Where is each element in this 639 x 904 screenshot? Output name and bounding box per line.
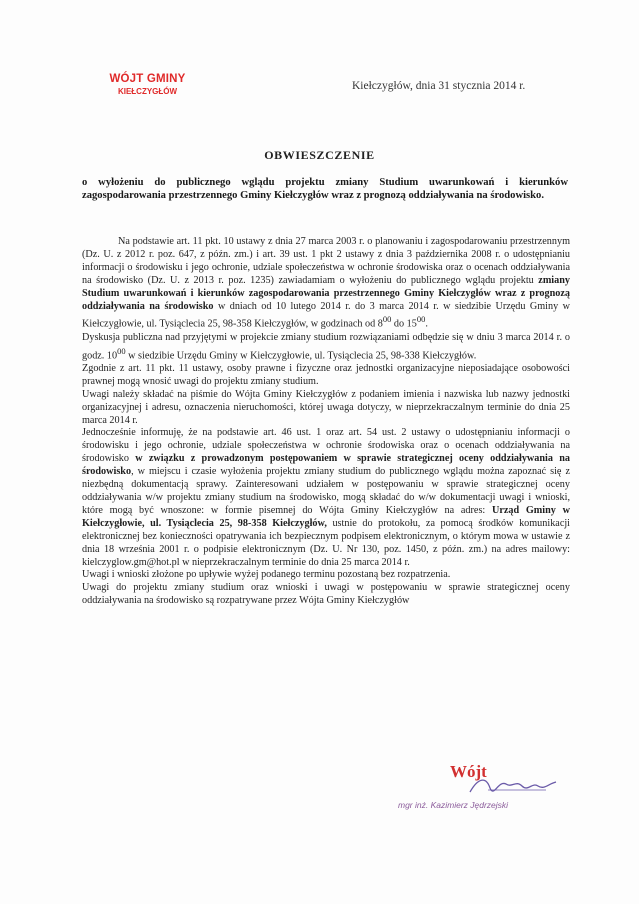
document-body — [82, 236, 570, 608]
paragraph-5-text-a: Jednocześnie informuję, że na podstawie art. 46 ust. 1 oraz art. 54 ust. 2 ustawy o udostępnianiu informacji o środowisku i jego ochronie, udziale społeczeństwa w ochronie środowiska oraz o ocenach oddziaływania na środowisko — [82, 427, 570, 465]
handwritten-signature — [468, 770, 558, 800]
signature-title: Wójt — [450, 762, 487, 781]
paragraph-1-text-c: do 15 — [391, 318, 417, 330]
paragraph-1-text-a: Na podstawie art. 11 pkt. 10 ustawy z dnia 27 marca 2003 r. o planowaniu i zagospodarowaniu przestrzennym (Dz. U. z 2012 r. poz. 647, z późn. zm.) i art. 39 ust. 1 pkt 2 ustawy z dnia 3 października 2008 r. o udostępnianiu informacji o środowisku i jego ochronie, udziale społeczeństwa w ochronie środowiska oraz o ocenach oddziaływania na środowisko (Dz. U. z 2013 r. poz. 1235) zawiadamiam o wyłożeniu do publicznego wglądu projektu — [82, 236, 570, 286]
paragraph-2-text-a: Dyskusja publiczna nad przyjętymi w projekcie zmiany studium rozwiązaniami odbędzie się w dniu 3 marca 2014 r. o godz. 10 — [82, 331, 570, 362]
paragraph-1-sup-1: 00 — [382, 314, 392, 325]
document-title: OBWIESZCZENIE — [264, 148, 375, 162]
paragraph-4: Uwagi należy składać na piśmie do Wójta Gminy Kiełczygłów z podaniem imienia i nazwiska lub nazwy jednostki organizacyjnej i adresu, oznaczenia nieruchomości, której uwaga dotyczy, w nieprzekraczalnym terminie do dnia 25 marca 2014 r. — [82, 388, 570, 426]
paragraph-1 — [82, 236, 570, 332]
office-stamp — [90, 73, 205, 96]
paragraph-2-text-b: w siedzibie Urzędu Gminy w Kiełczygłowie, ul. Tysiąclecia 25, 98-338 Kiełczygłów. — [125, 350, 477, 362]
place-date: Kiełczygłów, dnia 31 stycznia 2014 r. — [352, 80, 526, 92]
paragraph-6: Uwagi i wnioski złożone po upływie wyżej podanego terminu pozostaną bez rozpatrzenia. — [82, 569, 451, 581]
signature-name: mgr inż. Kazimierz Jędrzejski — [398, 800, 509, 810]
paragraph-1-sup-2: 00 — [416, 314, 426, 325]
paragraph-5 — [82, 427, 570, 569]
paragraph-1-text-b: w dniach od 10 lutego 2014 r. do 3 marca 2014 r. w siedzibie Urzędu Gminy w Kiełczygłowie, ul. Tysiąclecia 25, 98-358 Kiełczygłów, w godzinach od 8 — [82, 300, 570, 330]
stamp-title: WÓJT GMINY — [109, 73, 186, 85]
paragraph-3: Zgodnie z art. 11 pkt. 11 ustawy, osoby prawne i fizyczne oraz jednostki organizacyjne nieposiadające osobowości prawnej mogą wnosić uwagi do projektu zmiany studium. — [82, 362, 570, 387]
stamp-subtitle: KIEŁCZYGŁÓW — [117, 87, 178, 96]
paragraph-5-bold-1: w związku z prowadzonym postępowaniem w sprawie strategicznej oceny oddziaływania na środowisko — [82, 453, 570, 478]
paragraph-7: Uwagi do projektu zmiany studium oraz wnioski i uwagi w postępowaniu w sprawie strategicznej oceny oddziaływania na środowisko są rozpatrywane przez Wójta Gminy Kiełczygłów — [82, 582, 570, 607]
paragraph-1-bold: zmiany Studium uwarunkowań i kierunków zagospodarowania przestrzennego Gminy Kiełczygłów wraz z prognozą oddziaływania na środowisko — [82, 274, 570, 312]
paragraph-5-text-b: , w miejscu i czasie wyłożenia projektu zmiany studium do publicznego wglądu można zapoznać się z niezbędną dokumentacją sprawy. Zainteresowani udziałem w postępowaniu w sprawie strategicznej oceny oddziaływania w/w projektu zmiany studium na środowisko, mogą składać do w/w dokumentacji uwagi i wnioski, które mogą być wnoszone: w formie pisemnej do Wójta Gminy Kiełczygłów na adres: — [82, 466, 570, 516]
document-subject: o wyłożeniu do publicznego wglądu projektu zmiany Studium uwarunkowań i kierunków zagospodarowania przestrzennego Gminy Kiełczygłów wraz z prognozą oddziaływania na środowisko. — [82, 177, 568, 201]
paragraph-2-sup: 00 — [117, 345, 126, 356]
paragraph-5-text-c: ustnie do protokołu, za pomocą środków komunikacji elektronicznej bez konieczności opatrywania ich bezpiecznym podpisem elektronicznym, o którym mowa w ustawie z dnia 18 września 2001 r. o podpisie elektronicznym (Dz. U. Nr 130, poz. 1450, z późn. zm.) na adres mailowy: kielczyglow.gm@hot.pl w nieprzekraczalnym terminie do dnia 25 marca 2014 r. — [82, 517, 570, 568]
paragraph-5-bold-2: Urząd Gminy w Kiełczygłowie, ul. Tysiąclecia 25, 98-358 Kiełczygłów, — [82, 504, 570, 529]
paragraph-1-text-d: . — [425, 318, 428, 330]
paragraph-2 — [82, 332, 570, 363]
signature-block — [398, 762, 568, 822]
